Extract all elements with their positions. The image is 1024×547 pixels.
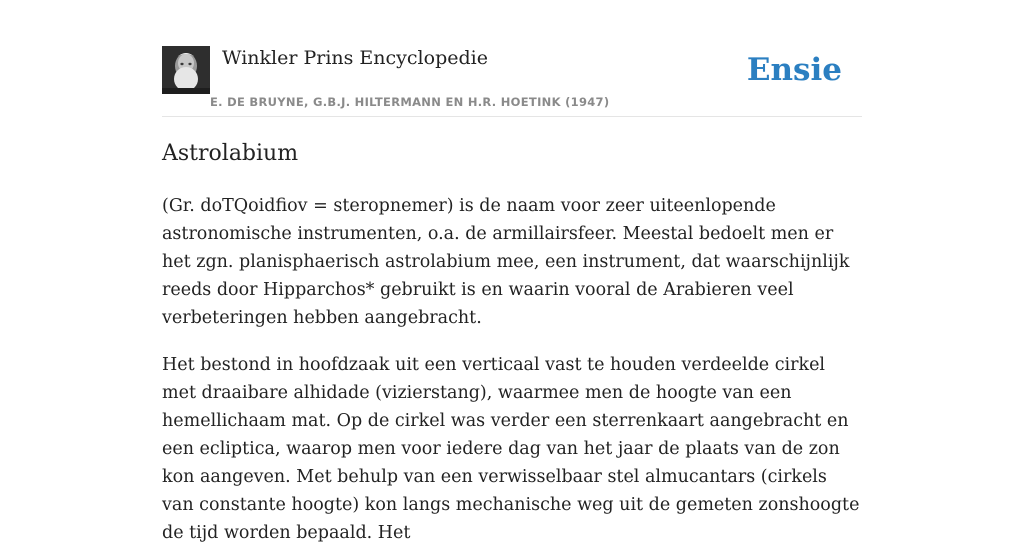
- article-title: Astrolabium: [162, 141, 299, 166]
- article: [162, 138, 862, 547]
- header: [162, 46, 862, 117]
- ensie-logo-link[interactable]: Ensie: [746, 52, 842, 88]
- article-paragraph: Het bestond in hoofdzaak uit een verticaal vast te houden verdeelde cirkel met draaibare alhidade (vizierstang), waarmee men de hoogte van een hemellichaam mat. Op de cirkel was verder een sterrenkaart aangebracht en een ecliptica, waarop men voor iedere dag van het jaar de plaats van de zon kon aangeven. Met behulp van een verwisselbaar stel almucantars (cirkels van constante hoogte) kon langs mechanische weg uit de gemeten zonshoogte de tijd worden bepaald. Het: [162, 355, 860, 543]
- site-title[interactable]: Winkler Prins Encyclopedie: [222, 47, 488, 69]
- article-paragraph: (Gr. doTQoidfiov = steropnemer) is de naam voor zeer uiteenlopende astronomische instrumenten, o.a. de armillairsfeer. Meestal bedoelt men er het zgn. planisphaerisch astrolabium mee, een instrument, dat waarschijnlijk reeds door Hipparchos* gebruikt is en waarin vooral de Arabieren veel verbeteringen hebben aangebracht.: [162, 196, 850, 328]
- portrait-image: [162, 46, 210, 94]
- authors-line: E. DE BRUYNE, G.B.J. HILTERMANN EN H.R. HOETINK (1947): [210, 95, 610, 109]
- author-avatar: [162, 46, 210, 94]
